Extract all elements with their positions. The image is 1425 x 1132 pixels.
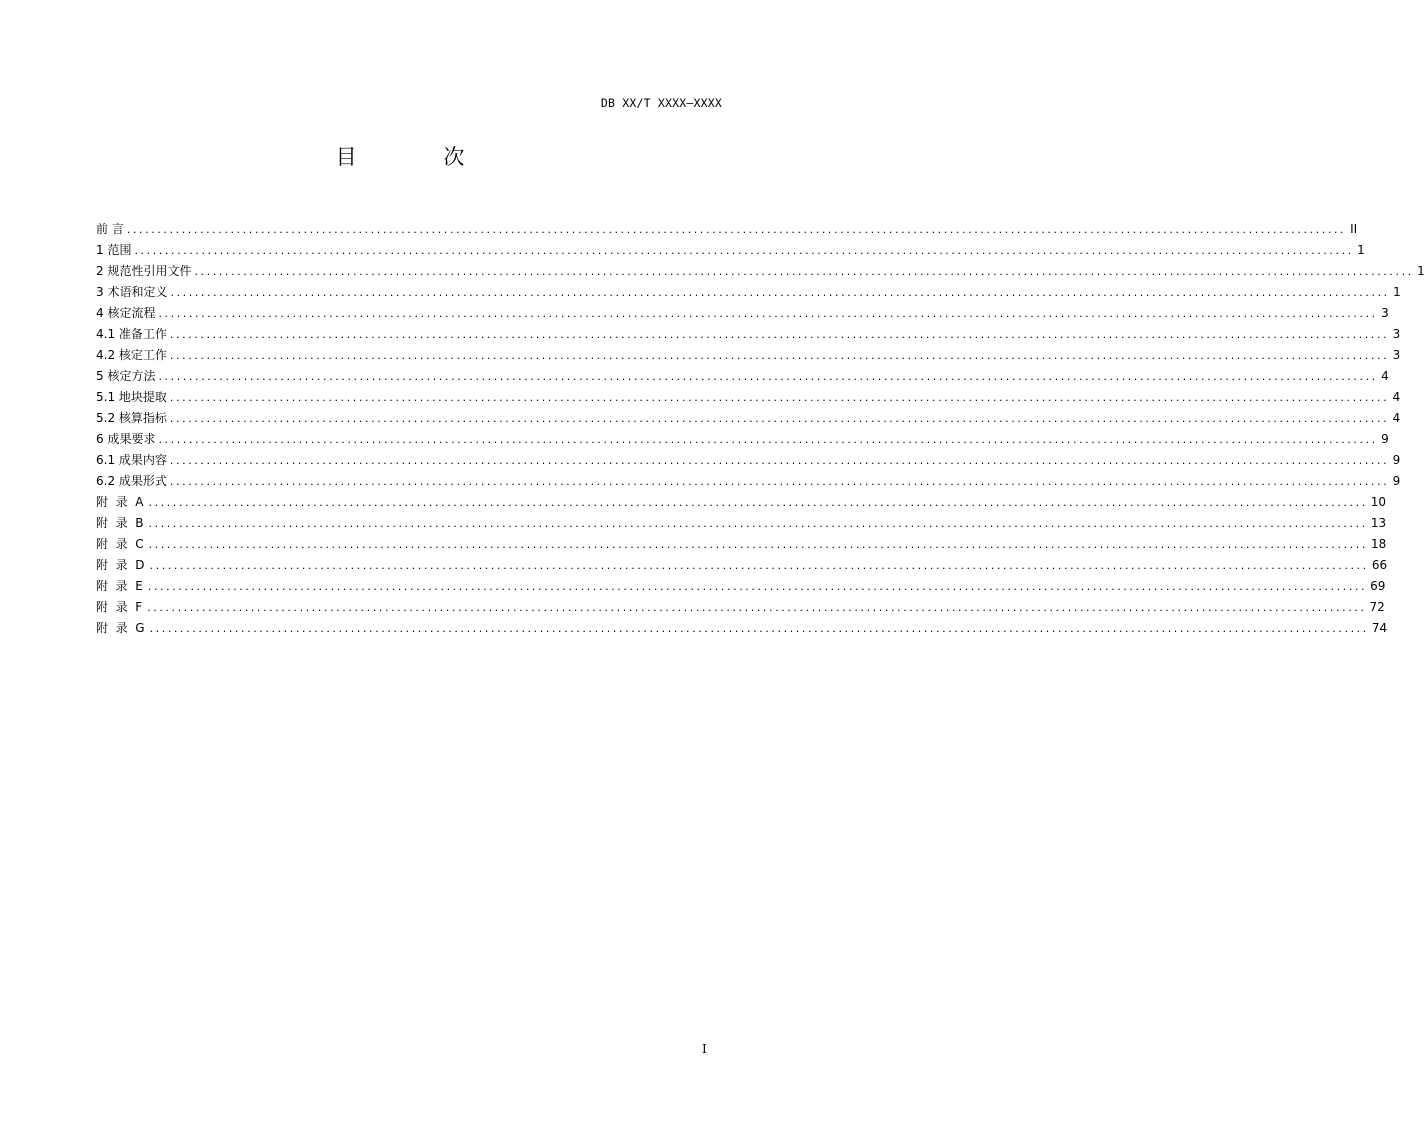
toc-entry-label: 附 录 E <box>96 579 143 593</box>
toc-entry-page: 1 <box>1417 264 1425 278</box>
dot-leader: ........................................................................................................................................................................................................ <box>169 412 1390 425</box>
dot-leader: ........................................................................................................................................................................................................ <box>149 559 1369 572</box>
toc-entry[interactable] <box>96 240 1365 261</box>
toc-entry-page: 3 <box>1392 348 1401 362</box>
toc-entry-label: 5 核定方法 <box>96 369 156 383</box>
toc-entry-label: 6.1 成果内容 <box>96 453 167 467</box>
toc-entry-appendix[interactable] <box>96 576 1386 597</box>
toc-entry-page: 9 <box>1392 453 1401 467</box>
dot-leader: ........................................................................................................................................................................................................ <box>169 454 1390 467</box>
toc-entry-label: 附 录 B <box>96 516 144 530</box>
dot-leader: ........................................................................................................................................................................................................ <box>158 307 1378 320</box>
toc-entry-page: 4 <box>1392 390 1401 404</box>
dot-leader: ........................................................................................................................................................................................................ <box>169 391 1390 404</box>
dot-leader: ........................................................................................................................................................................................................ <box>158 370 1378 383</box>
toc-entry-appendix[interactable] <box>96 618 1388 639</box>
toc-entry-label: 附 录 A <box>96 495 144 509</box>
page-title: 目 次 <box>335 145 505 169</box>
toc-entry-page: 13 <box>1370 516 1387 530</box>
toc-entry-page: 69 <box>1370 579 1386 593</box>
table-of-contents <box>96 219 1425 639</box>
toc-entry[interactable] <box>96 324 1401 345</box>
toc-entry-appendix[interactable] <box>96 513 1387 534</box>
toc-entry-label: 前 言 <box>96 222 124 236</box>
toc-entry[interactable] <box>96 219 1358 240</box>
toc-entry-page: 4 <box>1381 369 1389 383</box>
toc-entry-label: 附 录 C <box>96 537 144 551</box>
dot-leader: ........................................................................................................................................................................................................ <box>147 601 1367 614</box>
toc-entry-page: 1 <box>1357 243 1365 257</box>
toc-entry-label: 6.2 成果形式 <box>96 474 167 488</box>
dot-leader: ........................................................................................................................................................................................................ <box>148 496 1368 509</box>
toc-entry[interactable] <box>96 450 1401 471</box>
toc-entry-label: 5.2 核算指标 <box>96 411 167 425</box>
dot-leader: ........................................................................................................................................................................................................ <box>149 622 1369 635</box>
dot-leader: ........................................................................................................................................................................................................ <box>194 265 1414 278</box>
toc-entry[interactable] <box>96 303 1389 324</box>
toc-entry-label: 附 录 F <box>96 600 143 614</box>
dot-leader: ........................................................................................................................................................................................................ <box>148 538 1368 551</box>
toc-entry[interactable] <box>96 366 1389 387</box>
toc-entry-label: 2 规范性引用文件 <box>96 264 192 278</box>
toc-entry-label: 4.1 准备工作 <box>96 327 167 341</box>
dot-leader: ........................................................................................................................................................................................................ <box>169 349 1390 362</box>
toc-entry[interactable] <box>96 261 1425 282</box>
toc-entry-page: 74 <box>1371 621 1388 635</box>
toc-entry[interactable] <box>96 282 1401 303</box>
dot-leader: ........................................................................................................................................................................................................ <box>126 223 1347 236</box>
dot-leader: ........................................................................................................................................................................................................ <box>170 286 1390 299</box>
toc-entry[interactable] <box>96 387 1401 408</box>
dot-leader: ........................................................................................................................................................................................................ <box>148 517 1368 530</box>
toc-entry-label: 附 录 D <box>96 558 145 572</box>
toc-entry[interactable] <box>96 408 1401 429</box>
toc-entry-label: 5.1 地块提取 <box>96 390 167 404</box>
dot-leader: ........................................................................................................................................................................................................ <box>158 433 1378 446</box>
toc-entry-page: 66 <box>1371 558 1388 572</box>
dot-leader: ........................................................................................................................................................................................................ <box>134 244 1354 257</box>
toc-entry-label: 1 范围 <box>96 243 132 257</box>
toc-entry-label: 3 术语和定义 <box>96 285 168 299</box>
page-number: I <box>702 1042 707 1056</box>
toc-entry-page: 10 <box>1370 495 1387 509</box>
document-code: DB XX/T XXXX—XXXX <box>600 96 722 110</box>
dot-leader: ........................................................................................................................................................................................................ <box>147 580 1368 593</box>
toc-entry[interactable] <box>96 471 1401 492</box>
toc-entry-appendix[interactable] <box>96 597 1385 618</box>
toc-entry-label: 4 核定流程 <box>96 306 156 320</box>
toc-entry-page: 1 <box>1393 285 1401 299</box>
toc-entry-page: II <box>1350 222 1358 236</box>
toc-entry-page: 72 <box>1369 600 1385 614</box>
toc-entry-page: 9 <box>1392 474 1401 488</box>
toc-entry-page: 3 <box>1392 327 1401 341</box>
toc-entry-appendix[interactable] <box>96 555 1388 576</box>
toc-entry-appendix[interactable] <box>96 534 1387 555</box>
toc-entry-label: 6 成果要求 <box>96 432 156 446</box>
toc-entry-appendix[interactable] <box>96 492 1387 513</box>
dot-leader: ........................................................................................................................................................................................................ <box>169 475 1390 488</box>
dot-leader: ........................................................................................................................................................................................................ <box>169 328 1390 341</box>
toc-entry[interactable] <box>96 429 1389 450</box>
toc-entry-page: 9 <box>1381 432 1389 446</box>
toc-entry-label: 4.2 核定工作 <box>96 348 167 362</box>
toc-entry-page: 4 <box>1392 411 1401 425</box>
toc-entry-page: 18 <box>1370 537 1387 551</box>
toc-entry-label: 附 录 G <box>96 621 145 635</box>
toc-entry-page: 3 <box>1381 306 1389 320</box>
toc-entry[interactable] <box>96 345 1401 366</box>
